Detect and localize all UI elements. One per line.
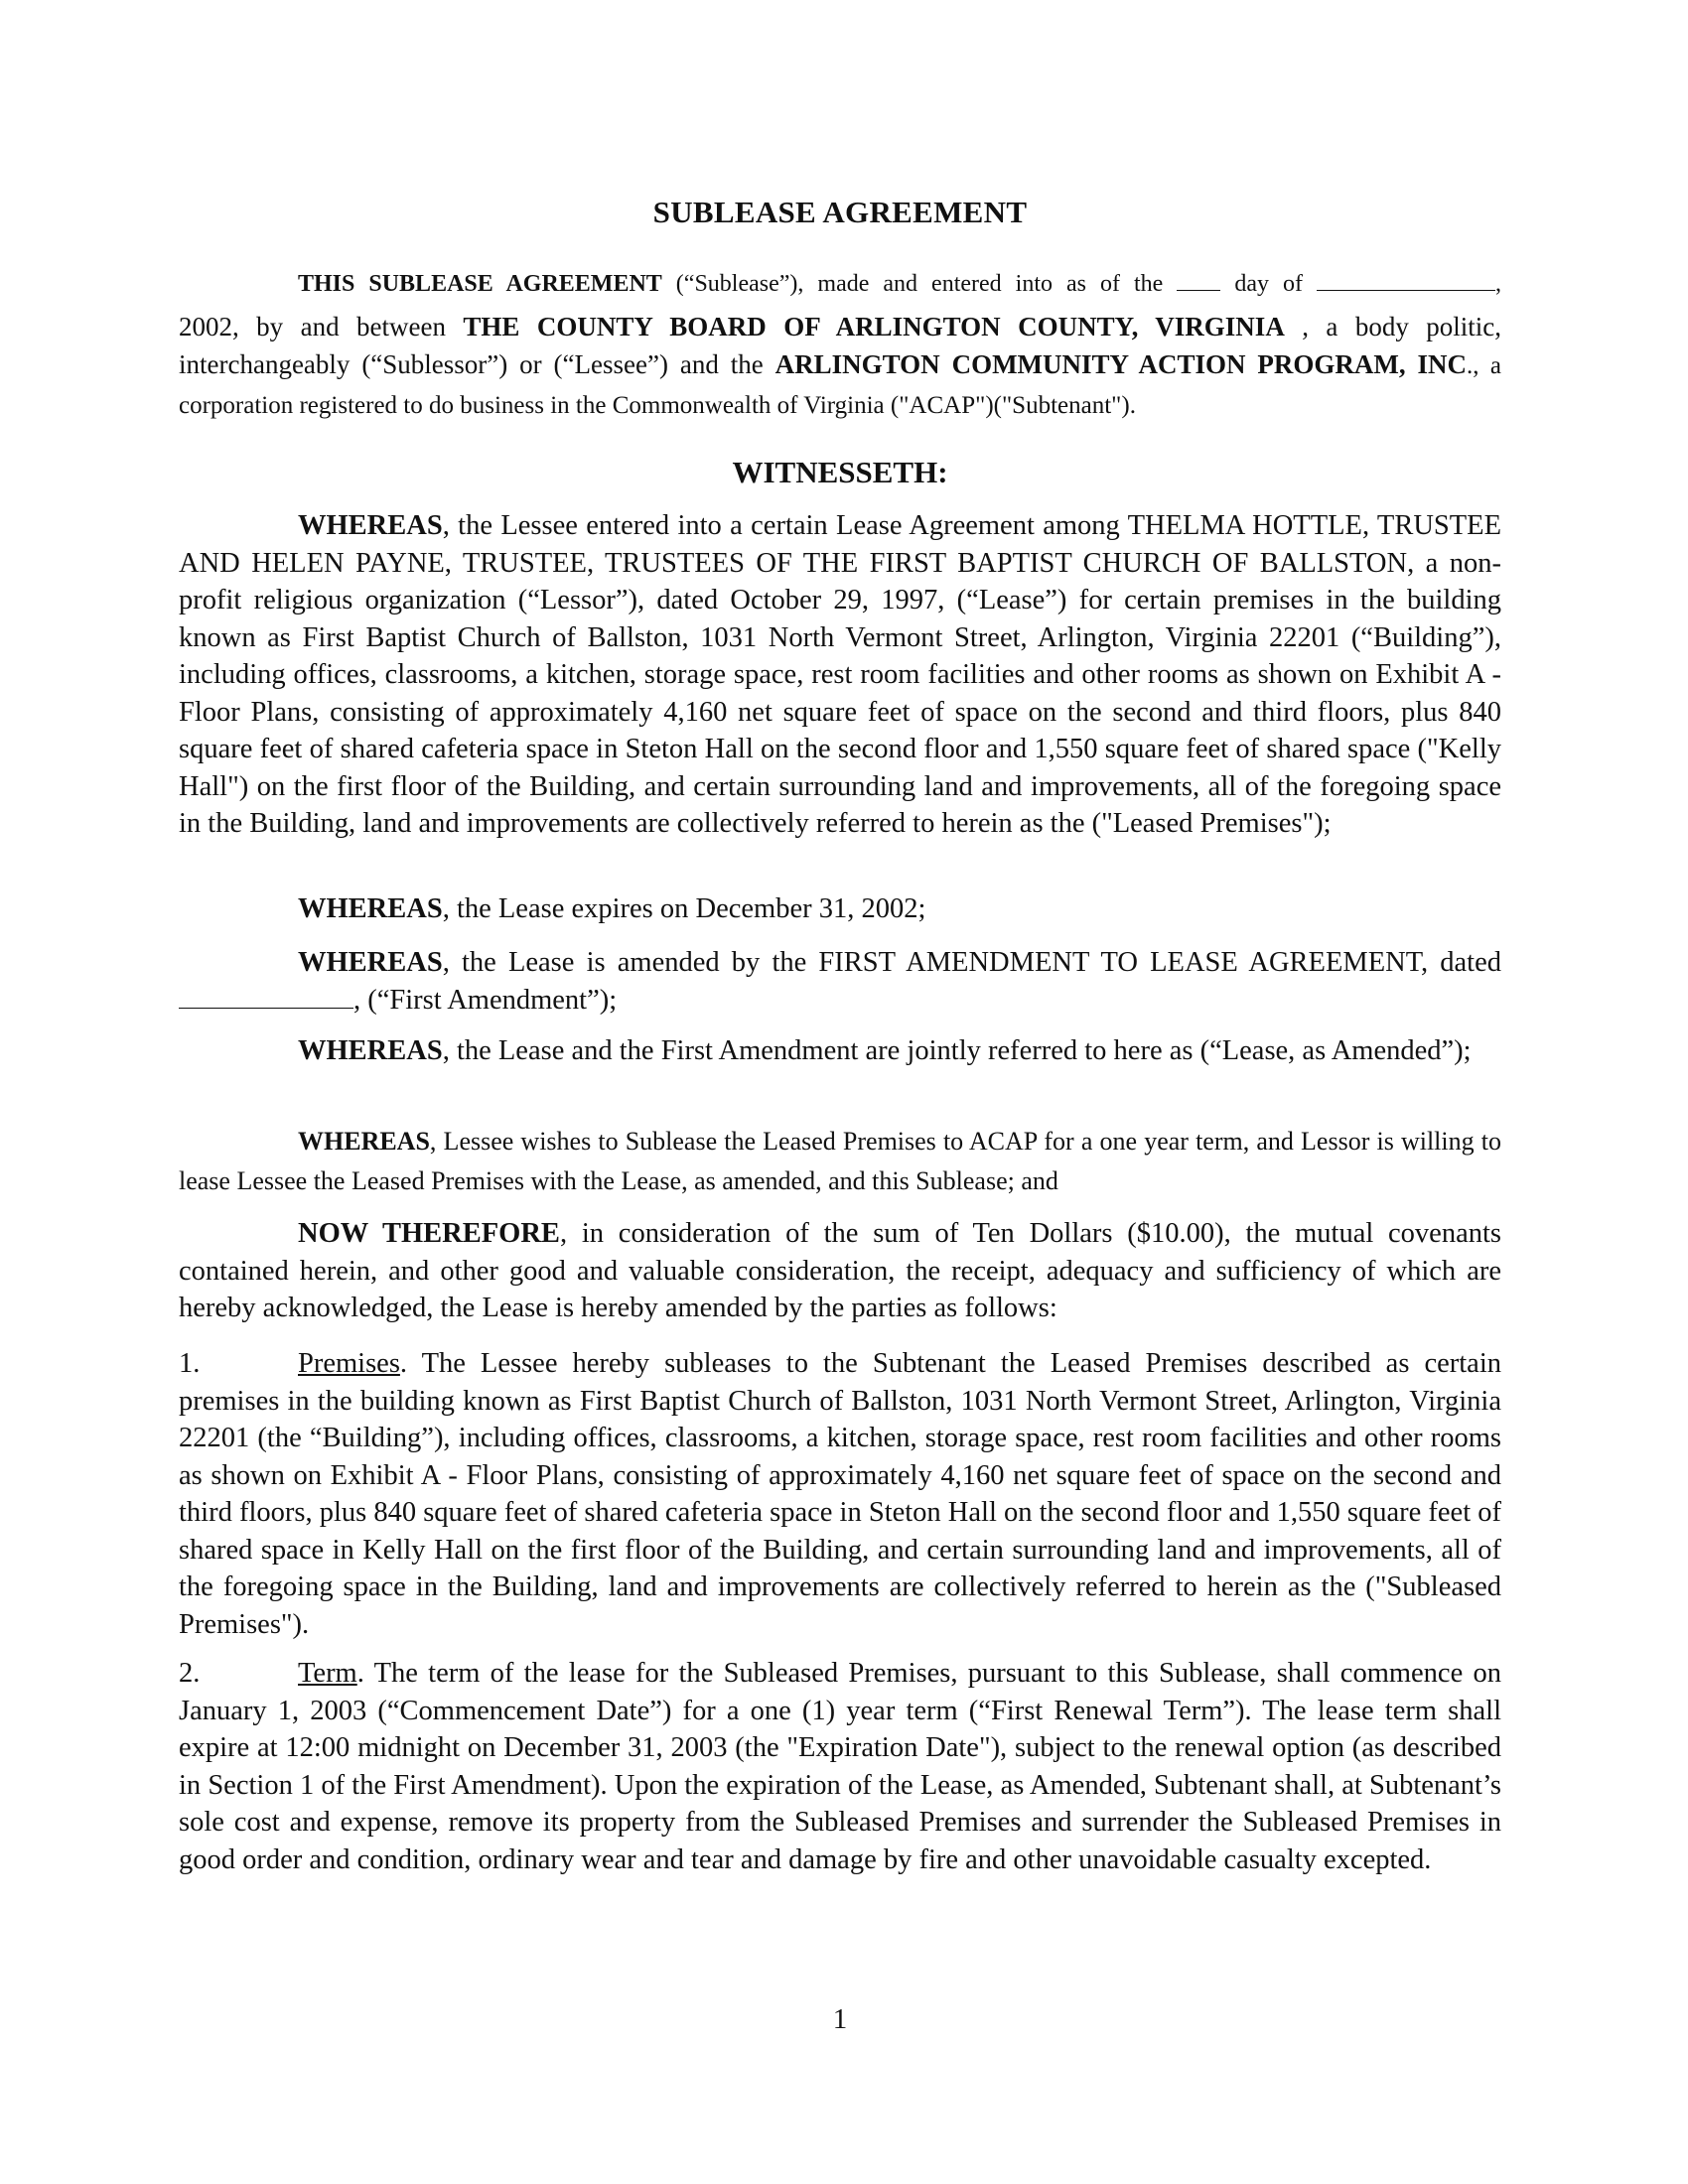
whereas-label: WHEREAS: [298, 1127, 430, 1156]
section-2-number: 2.: [179, 1658, 201, 1689]
recital-2-text: , the Lease expires on December 31, 2002;: [442, 893, 926, 924]
recital-4-text: , the Lease and the First Amendment are jointly referred to here as (“Lease, as Amended”);: [442, 1035, 1472, 1066]
page-number: 1: [832, 2003, 848, 2035]
recital-4: [179, 1032, 1501, 1070]
recital-3-text-end: , (“First Amendment”);: [353, 984, 618, 1016]
recital-6-text: , in consideration of the sum of Ten Dollars ($10.00), the mutual covenants contained herein, and other good and valuable consideration, the receipt, adequacy and sufficiency of which are hereby acknowledged, the Lease is hereby amended by the parties as follows:: [179, 1218, 1501, 1323]
section-1-heading: Premises: [298, 1348, 400, 1379]
document-page: [179, 0, 1501, 2184]
day-blank: [1177, 289, 1220, 291]
intro-acap-text: ., a corporation registered to do business in the Commonwealth of Virginia ("ACAP")("Subtenant").: [179, 352, 1501, 419]
acap-name: ARLINGTON COMMUNITY ACTION PROGRAM, INC: [774, 349, 1467, 379]
whereas-label: WHEREAS: [298, 1035, 443, 1066]
intro-body-politic: , a body politic, interchangeably (“Sublessor”) or (“Lessee”) and the: [179, 312, 1501, 379]
recital-3-text: , the Lease is amended by the FIRST AMENDMENT TO LEASE AGREEMENT, dated: [442, 947, 1501, 978]
intro-lead-bold: THIS SUBLEASE AGREEMENT: [298, 271, 662, 297]
section-2-heading: Term: [298, 1658, 357, 1689]
amendment-date-blank: [179, 1007, 353, 1009]
document-title: SUBLEASE AGREEMENT: [652, 195, 1028, 229]
recital-now-therefore: [179, 1215, 1501, 1327]
county-board-name: THE COUNTY BOARD OF ARLINGTON COUNTY, VIRGINIA: [463, 312, 1285, 341]
intro-year-text: 2002, by and between: [179, 312, 464, 341]
recital-5: [179, 1122, 1501, 1201]
whereas-label: WHEREAS: [298, 893, 443, 924]
recital-3: [179, 944, 1501, 1019]
recital-2: [179, 890, 1501, 928]
recital-1: [179, 507, 1501, 843]
witnesseth-heading: WITNESSETH:: [732, 455, 948, 489]
intro-first-line: [298, 268, 1501, 300]
intro-parties: [179, 308, 1501, 425]
section-2: [179, 1655, 1501, 1878]
section-1: [179, 1345, 1501, 1643]
whereas-label: WHEREAS: [298, 947, 443, 978]
intro-day-of: day of: [1220, 271, 1318, 297]
whereas-label: WHEREAS: [298, 510, 443, 541]
recital-5-text: , Lessee wishes to Sublease the Leased Premises to ACAP for a one year term, and Lessor is willing to lease Lessee the Leased Premises with the Lease, as amended, and this Sublease; and: [179, 1127, 1501, 1195]
section-1-number: 1.: [179, 1348, 201, 1379]
now-therefore-label: NOW THEREFORE: [298, 1218, 560, 1249]
recital-1-text: , the Lessee entered into a certain Lease Agreement among THELMA HOTTLE, TRUSTEE AND HELEN PAYNE, TRUSTEE, TRUSTEES OF THE FIRST BAPTIST CHURCH OF BALLSTON, a non-profit religious organization (“Lessor”), dated October 29, 1997, (“Lease”) for certain premises in the building known as First Baptist Church of Ballston, 1031 North Vermont Street, Arlington, Virginia 22201 (“Building”), including offices, classrooms, a kitchen, storage space, rest room facilities and other rooms as shown on Exhibit A - Floor Plans, consisting of approximately 4,160 net square feet of space on the second and third floors, plus 840 square feet of shared cafeteria space in Steton Hall on the second floor and 1,550 square feet of shared space ("Kelly Hall") on the first floor of the Building, and certain surrounding land and improvements, all of the foregoing space in the Building, land and improvements are collectively referred to herein as the ("Leased Premises");: [179, 510, 1501, 839]
intro-lead-text: (“Sublease”), made and entered into as of the: [661, 271, 1164, 297]
intro-comma: ,: [1495, 271, 1502, 297]
section-2-text: . The term of the lease for the Subleased Premises, pursuant to this Sublease, shall commence on January 1, 2003 (“Commencement Date”) for a one (1) year term (“First Renewal Term”). The lease term shall expire at 12:00 midnight on December 31, 2003 (the "Expiration Date"), subject to the renewal option (as described in Section 1 of the First Amendment). Upon the expiration of the Lease, as Amended, Subtenant shall, at Subtenant’s sole cost and expense, remove its property from the Subleased Premises and surrender the Subleased Premises in good order and condition, ordinary wear and tear and damage by fire and other unavoidable casualty excepted.: [179, 1658, 1501, 1875]
section-1-text: . The Lessee hereby subleases to the Subtenant the Leased Premises described as certain premises in the building known as First Baptist Church of Ballston, 1031 North Vermont Street, Arlington, Virginia 22201 (the “Building”), including offices, classrooms, a kitchen, storage space, rest room facilities and other rooms as shown on Exhibit A - Floor Plans, consisting of approximately 4,160 net square feet of space on the second and third floors, plus 840 square feet of shared cafeteria space in Steton Hall on the second floor and 1,550 square feet of shared space in Kelly Hall on the first floor of the Building, and certain surrounding land and improvements, all of the foregoing space in the Building, land and improvements are collectively referred to herein as the ("Subleased Premises").: [179, 1348, 1501, 1640]
month-blank: [1317, 289, 1495, 291]
